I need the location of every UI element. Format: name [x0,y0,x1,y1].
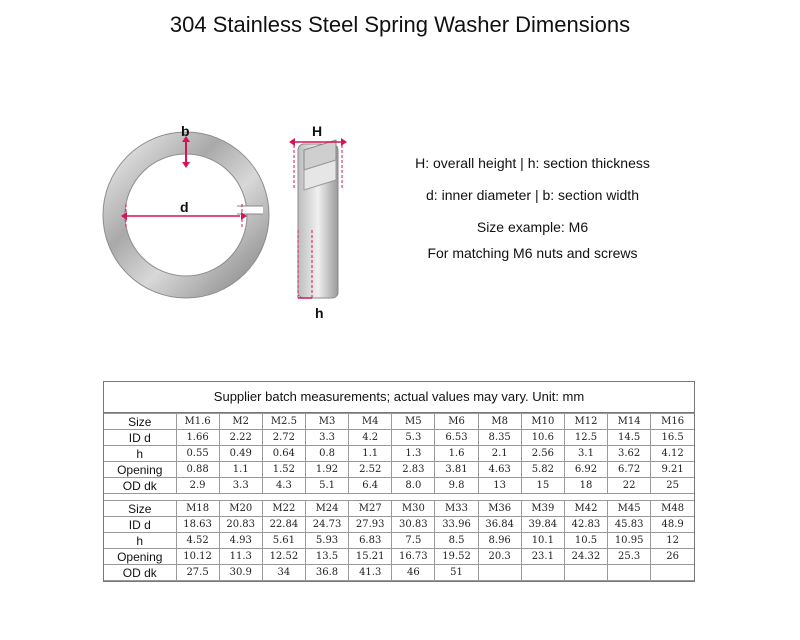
table-cell: M45 [608,501,651,517]
table-cell: 15 [521,478,564,494]
table-cell: 16.73 [392,549,435,565]
table-row-opening [104,549,694,565]
table-cell: 0.8 [305,446,348,462]
table-cell: 18.63 [176,517,219,533]
table-cell: 10.12 [176,549,219,565]
table-cell: 5.3 [392,430,435,446]
table-cell: M36 [478,501,521,517]
row-label: Opening [104,462,176,478]
table-cell: 24.73 [305,517,348,533]
table-cell: 1.3 [392,446,435,462]
dimension-notes [395,155,670,277]
table-cell: M2.5 [262,414,305,430]
table-cell: 20.3 [478,549,521,565]
table-cell: 1.1 [349,446,392,462]
table-cell: 0.49 [219,446,262,462]
table-cell: 6.92 [564,462,607,478]
table-cell: 30.83 [392,517,435,533]
table-cell: 10.1 [521,533,564,549]
table-cell: 3.62 [608,446,651,462]
table-cell: 25 [651,478,694,494]
table-cell: 36.84 [478,517,521,533]
label-d: d [180,199,189,215]
block-separator [104,494,694,501]
table-cell: M3 [305,414,348,430]
table-cell: M18 [176,501,219,517]
row-label: h [104,533,176,549]
table-cell: 9.21 [651,462,694,478]
table-cell: 0.64 [262,446,305,462]
row-label: Size [104,414,176,430]
dimension-table [103,381,695,582]
table-cell: 6.83 [349,533,392,549]
table-cell: M5 [392,414,435,430]
table-cell [521,565,564,581]
table-cell: M48 [651,501,694,517]
table-cell: M30 [392,501,435,517]
table-cell: 1.92 [305,462,348,478]
table-cell: 1.6 [435,446,478,462]
table-cell: 46 [392,565,435,581]
table-cell: 5.93 [305,533,348,549]
table-cell: 4.52 [176,533,219,549]
table-row-size [104,501,694,517]
table-cell: 4.2 [349,430,392,446]
table-cell: 19.52 [435,549,478,565]
table-cell: 6.72 [608,462,651,478]
table-cell: 10.5 [564,533,607,549]
table-cell: 5.82 [521,462,564,478]
table-cell: 12.5 [564,430,607,446]
table-cell [564,565,607,581]
row-label: Size [104,501,176,517]
table-cell: 8.5 [435,533,478,549]
washer-diagram [90,110,380,330]
table-cell: 51 [435,565,478,581]
table-cell: 0.88 [176,462,219,478]
row-label: OD dk [104,565,176,581]
table-cell: 27.5 [176,565,219,581]
label-h: h [315,305,324,321]
table-row-size [104,414,694,430]
table-cell: 3.3 [305,430,348,446]
table-cell: M8 [478,414,521,430]
table-cell: 5.1 [305,478,348,494]
note-diameter: d: inner diameter | b: section width [426,187,639,203]
row-label: ID d [104,430,176,446]
table-cell: M22 [262,501,305,517]
row-label: h [104,446,176,462]
table-cell: 45.83 [608,517,651,533]
note-height: H: overall height | h: section thickness [415,155,650,171]
table-cell: M20 [219,501,262,517]
table-cell: 9.8 [435,478,478,494]
table-cell: M39 [521,501,564,517]
table-cell: 0.55 [176,446,219,462]
table-cell: 8.35 [478,430,521,446]
note-size-example: Size example: M6 [476,219,589,235]
label-b: b [181,123,190,139]
table-cell: 48.9 [651,517,694,533]
row-label: Opening [104,549,176,565]
table-cell: 22 [608,478,651,494]
note-matching: For matching M6 nuts and screws [427,245,638,261]
table-row-h [104,446,694,462]
table-cell: M27 [349,501,392,517]
table-cell: M4 [349,414,392,430]
table-caption: Supplier batch measurements; actual values may vary. Unit: mm [104,382,694,413]
table-cell: 16.5 [651,430,694,446]
table-cell: 23.1 [521,549,564,565]
table-cell: 2.52 [349,462,392,478]
table-cell: M10 [521,414,564,430]
table-cell: M33 [435,501,478,517]
table-cell: 2.22 [219,430,262,446]
table-row-id-d [104,517,694,533]
table-cell: M1.6 [176,414,219,430]
table-cell: 11.3 [219,549,262,565]
table-cell: 2.9 [176,478,219,494]
table-cell: 4.93 [219,533,262,549]
table-cell: 8.96 [478,533,521,549]
table-cell [608,565,651,581]
table-cell: 22.84 [262,517,305,533]
separator-cell [104,494,694,501]
table-cell: 10.95 [608,533,651,549]
table-cell: 27.93 [349,517,392,533]
table-cell: 3.3 [219,478,262,494]
dimension-d [121,199,247,228]
page-title: 304 Stainless Steel Spring Washer Dimensions [169,12,631,37]
table-cell: 18 [564,478,607,494]
table-cell: M12 [564,414,607,430]
table-cell: 1.1 [219,462,262,478]
table-cell: 36.8 [305,565,348,581]
table-row-od-dk [104,565,694,581]
table-cell: M16 [651,414,694,430]
table-cell: 12 [651,533,694,549]
label-H: H [312,123,323,139]
table-row-od-dk [104,478,694,494]
table-cell [478,565,521,581]
row-label: ID d [104,517,176,533]
table-cell: 20.83 [219,517,262,533]
table-row-opening [104,462,694,478]
table-cell: 10.6 [521,430,564,446]
table-cell [651,565,694,581]
table-cell: 7.5 [392,533,435,549]
table-cell: 25.3 [608,549,651,565]
table-cell: 4.12 [651,446,694,462]
table-cell: 1.52 [262,462,305,478]
table-cell: 5.61 [262,533,305,549]
table-cell: 41.3 [349,565,392,581]
table-cell: 2.56 [521,446,564,462]
table-cell: 13 [478,478,521,494]
table-cell: M2 [219,414,262,430]
table-cell: 13.5 [305,549,348,565]
table-cell: M14 [608,414,651,430]
table-cell: 12.52 [262,549,305,565]
table-cell: 15.21 [349,549,392,565]
table-cell: 39.84 [521,517,564,533]
table-cell: 3.1 [564,446,607,462]
table-cell: 2.72 [262,430,305,446]
table-cell: 3.81 [435,462,478,478]
table-cell: M24 [305,501,348,517]
washer-side-view [298,140,338,298]
row-label: OD dk [104,478,176,494]
table-cell: 4.63 [478,462,521,478]
table-cell: M6 [435,414,478,430]
table-cell: 34 [262,565,305,581]
table-cell: 30.9 [219,565,262,581]
table-row-id-d [104,430,694,446]
table-cell: 8.0 [392,478,435,494]
table-cell: 1.66 [176,430,219,446]
table-cell: 4.3 [262,478,305,494]
table-cell: 24.32 [564,549,607,565]
table-cell: 6.53 [435,430,478,446]
table-cell: 26 [651,549,694,565]
table-cell: 2.1 [478,446,521,462]
table-cell: 6.4 [349,478,392,494]
table-row-h [104,533,694,549]
table-cell: 2.83 [392,462,435,478]
table-cell: 33.96 [435,517,478,533]
table-cell: 42.83 [564,517,607,533]
dimension-grid [104,413,694,581]
table-cell: M42 [564,501,607,517]
table-cell: 14.5 [608,430,651,446]
